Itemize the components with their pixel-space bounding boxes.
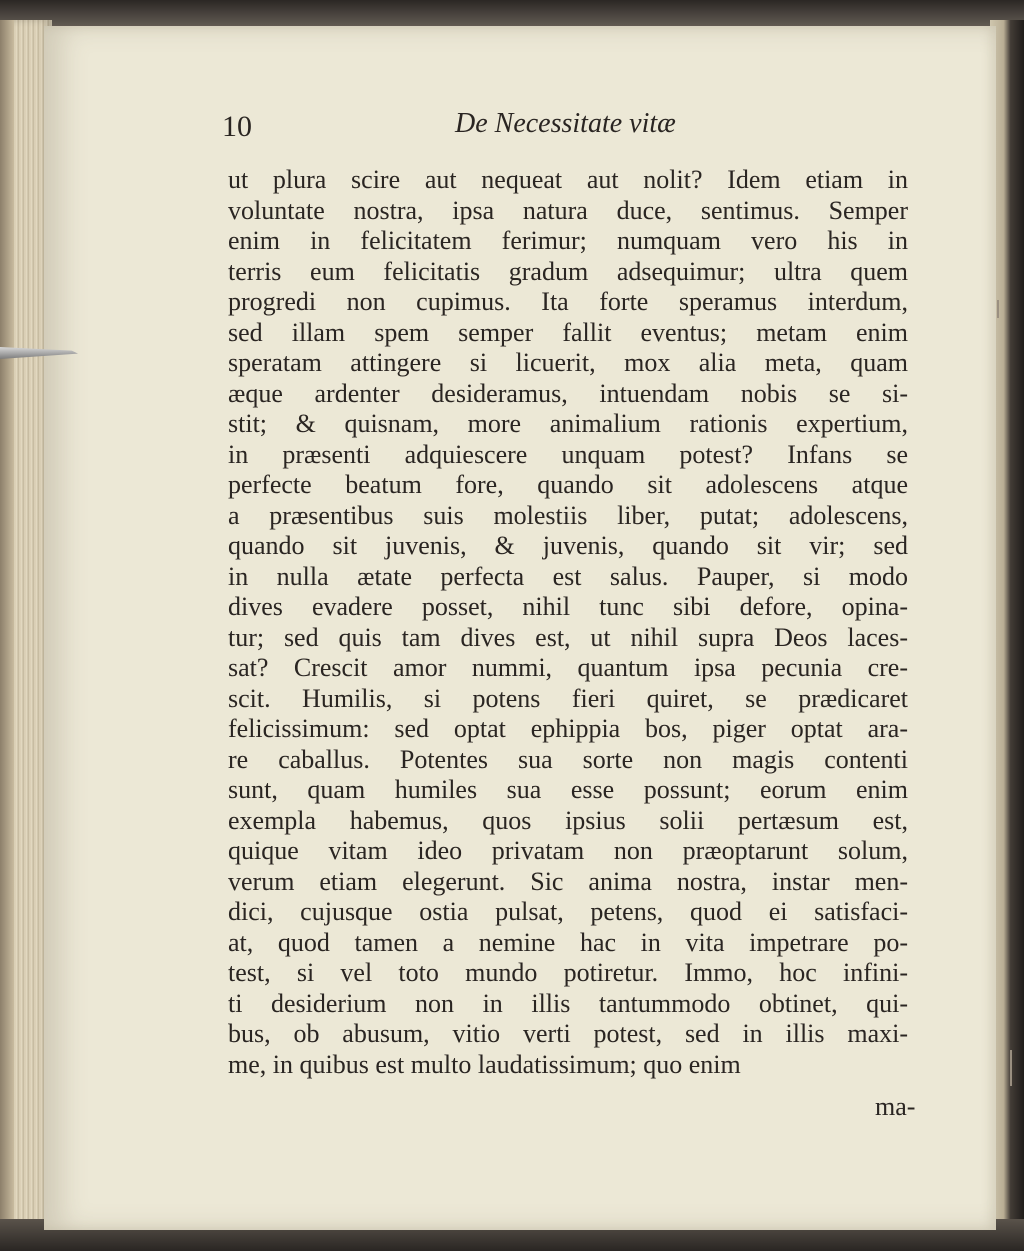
text-line: dives evadere posset, nihil tunc sibi defore, opina- — [228, 592, 908, 621]
text-line: voluntate nostra, ipsa natura duce, sentimus. Semper — [228, 195, 908, 225]
text-line: sunt, quam humiles sua esse possunt; eorum enim — [228, 775, 908, 804]
text-line: bus, ob abusum, vitio verti potest, sed in illis maxi- — [228, 1019, 908, 1048]
text-line: ti desiderium non in illis tantummodo obtinet, qui- — [228, 988, 908, 1018]
text-line: a præsentibus suis molestiis liber, putat; adolescens, — [228, 500, 908, 530]
page-number: 10 — [222, 110, 252, 143]
text-line: test, si vel toto mundo potiretur. Immo, hoc infini- — [228, 958, 908, 987]
text-line: quando sit juvenis, & juvenis, quando sit vir; sed — [228, 531, 908, 560]
text-line: progredi non cupimus. Ita forte speramus interdum, — [228, 287, 908, 316]
text-line: exempla habemus, quos ipsius solii pertæsum est, — [228, 805, 908, 835]
text-line: felicissimum: sed optat ephippia bos, piger optat ara- — [228, 714, 908, 743]
text-line: æque ardenter desideramus, intuendam nobis se si- — [228, 378, 908, 408]
text-line: scit. Humilis, si potens fieri quiret, se prædicaret — [228, 683, 908, 713]
book-binding — [0, 20, 14, 1235]
catchword: ma- — [875, 1092, 916, 1121]
text-line: speratam attingere si licuerit, mox alia meta, quam — [228, 348, 908, 377]
text-line: in nulla ætate perfecta est salus. Pauper, si modo — [228, 561, 908, 591]
text-line: ut plura scire aut nequeat aut nolit? Idem etiam in — [228, 165, 908, 194]
text-line: verum etiam elegerunt. Sic anima nostra, instar men- — [228, 866, 908, 896]
text-line: in præsenti adquiescere unquam potest? Infans se — [228, 439, 908, 469]
margin-mark — [997, 300, 999, 318]
text-line: quique vitam ideo privatam non præoptarunt solum, — [228, 836, 908, 865]
text-line: tur; sed quis tam dives est, ut nihil supra Deos laces- — [228, 622, 908, 652]
text-line: at, quod tamen a nemine hac in vita impetrare po- — [228, 927, 908, 957]
text-line: stit; & quisnam, more animalium rationis expertium, — [228, 409, 908, 438]
margin-mark — [1010, 1050, 1012, 1086]
text-line: dici, cujusque ostia pulsat, petens, quod ei satisfaci- — [228, 897, 908, 926]
text-line: me, in quibus est multo laudatissimum; quo enim — [228, 1049, 741, 1079]
text-line: enim in felicitatem ferimur; numquam vero his in — [228, 226, 908, 255]
running-title: De Necessitate vitæ — [455, 108, 676, 139]
text-line: terris eum felicitatis gradum adsequimur; ultra quem — [228, 256, 908, 286]
text-line: re caballus. Potentes sua sorte non magis contenti — [228, 744, 908, 774]
text-line: sed illam spem semper fallit eventus; metam enim — [228, 317, 908, 347]
text-line: perfecte beatum fore, quando sit adolescens atque — [228, 470, 908, 499]
text-line: sat? Crescit amor nummi, quantum ipsa pecunia cre- — [228, 653, 908, 682]
